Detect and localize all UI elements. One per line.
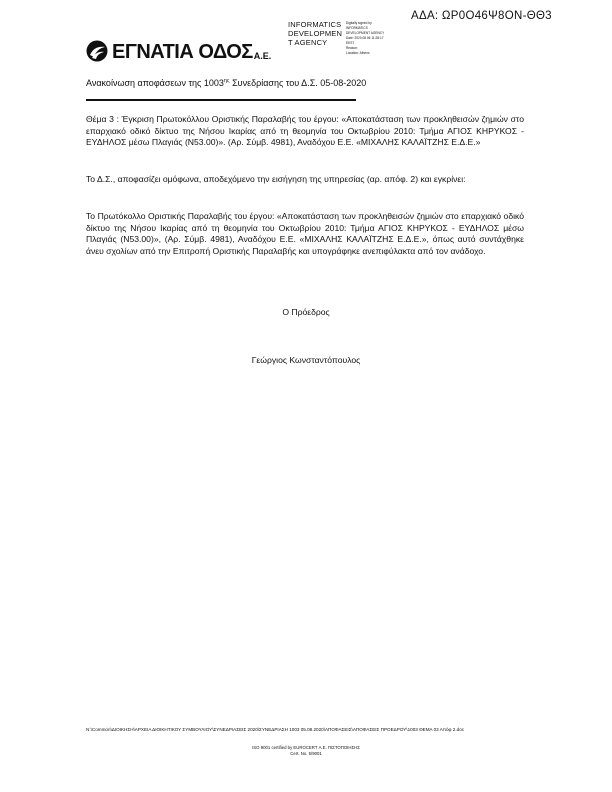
signer-agency-name: [288, 20, 342, 47]
signature-detail-line: Location: Athens: [346, 51, 370, 55]
signer-agency-line: DEVELOPMEN: [288, 29, 343, 38]
signatory-name: Γεώργιος Κωνσταντόπουλος: [251, 355, 361, 365]
heading-underline: [86, 99, 356, 101]
ada-number: ΑΔΑ: ΩΡ0Ο46Ψ8ΟΝ-ΘΘ3: [411, 10, 552, 22]
title-suffix: Συνεδρίασης του Δ.Σ. 05-08-2020: [229, 78, 367, 88]
title-prefix: Ανακοίνωση αποφάσεων της 1003: [86, 78, 224, 88]
signature-detail-line: INFORMATICS: [346, 26, 368, 30]
logo-wordmark: ΕΓΝΑΤΙΑ ΟΔΟΣ: [112, 41, 253, 63]
logo-suffix: Α.Ε.: [253, 51, 272, 61]
logo-swirl-icon: [86, 40, 108, 62]
signature-detail-line: Reason:: [346, 46, 358, 50]
signer-agency-line: INFORMATICS: [288, 20, 342, 29]
page-title: [86, 78, 366, 88]
egnatia-odos-logo: [86, 36, 271, 62]
signature-detail-line: DEVELOPMENT AGENCY: [346, 31, 385, 35]
signer-agency-line: T AGENCY: [288, 38, 328, 47]
file-path-footer: N:\Common\ΔΙΟΙΚΗΣΗ\ΑΡΧΕΙΑ ΔΙΟΙΚΗΤΙΚΟΥ ΣΥΜΒΟΥΛΙΟΥ\ΣΥΝΕΔΡΙΑΣΕΙΣ 2020\ΣΥΝΕΔΡΙΑΣΗ 1003 05.08.2020\ΑΠΟΦΑΣΕΙΣ\ΑΠΟΦΑΣΕΙΣ ΠΡΟΕΔΡΟΥ\1003 ΘΕΜΑ 03 Απόφ 2.doc: [86, 727, 465, 732]
certificate-number-line: Cert. No. 5/9001: [290, 751, 322, 756]
signature-detail-line: EEST: [346, 41, 355, 45]
signatory-title: Ο Πρόεδρος: [282, 307, 330, 317]
approval-paragraph: Το Πρωτόκολλο Οριστικής Παραλαβής του έργου: «Αποκατάσταση των προκληθεισών ζημιών στο επαρχιακό οδικό δίκτυο της Νήσου Ικαρίας από τη θεομηνία του Οκτωβρίου 2010: Τμήμα ΑΓΙΟΣ ΚΗΡΥΚΟΣ - ΕΥΔΗΛΟΣ μέσω Πλαγιάς (Ν53.00)», (Αρ. Σύμβ. 4981), Αναδόχου Ε.Ε. «ΜΙΧΑΛΗΣ ΚΑΛΑΪΤΖΗΣ Ε.Δ.Ε.», όπως αυτό συντάχθηκε άνευ σχολίων από την Επιτροπή Οριστικής Παραλαβής και υπογράφηκε ανεπιφύλακτα από τον ανάδοχο.: [86, 211, 524, 256]
title-superscript: ης: [223, 78, 230, 84]
iso-certification-line: ISO 9001 certified by EUROCERT Α.Ε. ΠΙΣΤΟΠΟΙΗΣΗΣ: [252, 745, 360, 750]
decision-paragraph: Το Δ.Σ., αποφασίζει ομόφωνα, αποδεχόμενο την εισήγηση της υπηρεσίας (αρ. απόφ. 2) και εγκρίνει:: [86, 174, 466, 184]
signature-detail-line: Digitally signed by: [346, 21, 372, 25]
subject-paragraph: Θέμα 3 : Έγκριση Πρωτοκόλλου Οριστικής Παραλαβής του έργου: «Αποκατάσταση των προκληθεισών ζημιών στο επαρχιακό οδικό δίκτυο της Νήσου Ικαρίας από τη θεομηνία του Οκτωβρίου 2010: Τμήμα ΑΓΙΟΣ ΚΗΡΥΚΟΣ - ΕΥΔΗΛΟΣ μέσω Πλαγιάς (Ν53.00)». (Αρ. Σύμβ. 4981), Αναδόχου Ε.Ε. «ΜΙΧΑΛΗΣ ΚΑΛΑΪΤΖΗΣ Ε.Δ.Ε.»: [86, 114, 524, 148]
signature-detail-line: Date: 2020.08.06 11:28:17: [346, 36, 384, 40]
digital-signature-details: [346, 21, 384, 56]
